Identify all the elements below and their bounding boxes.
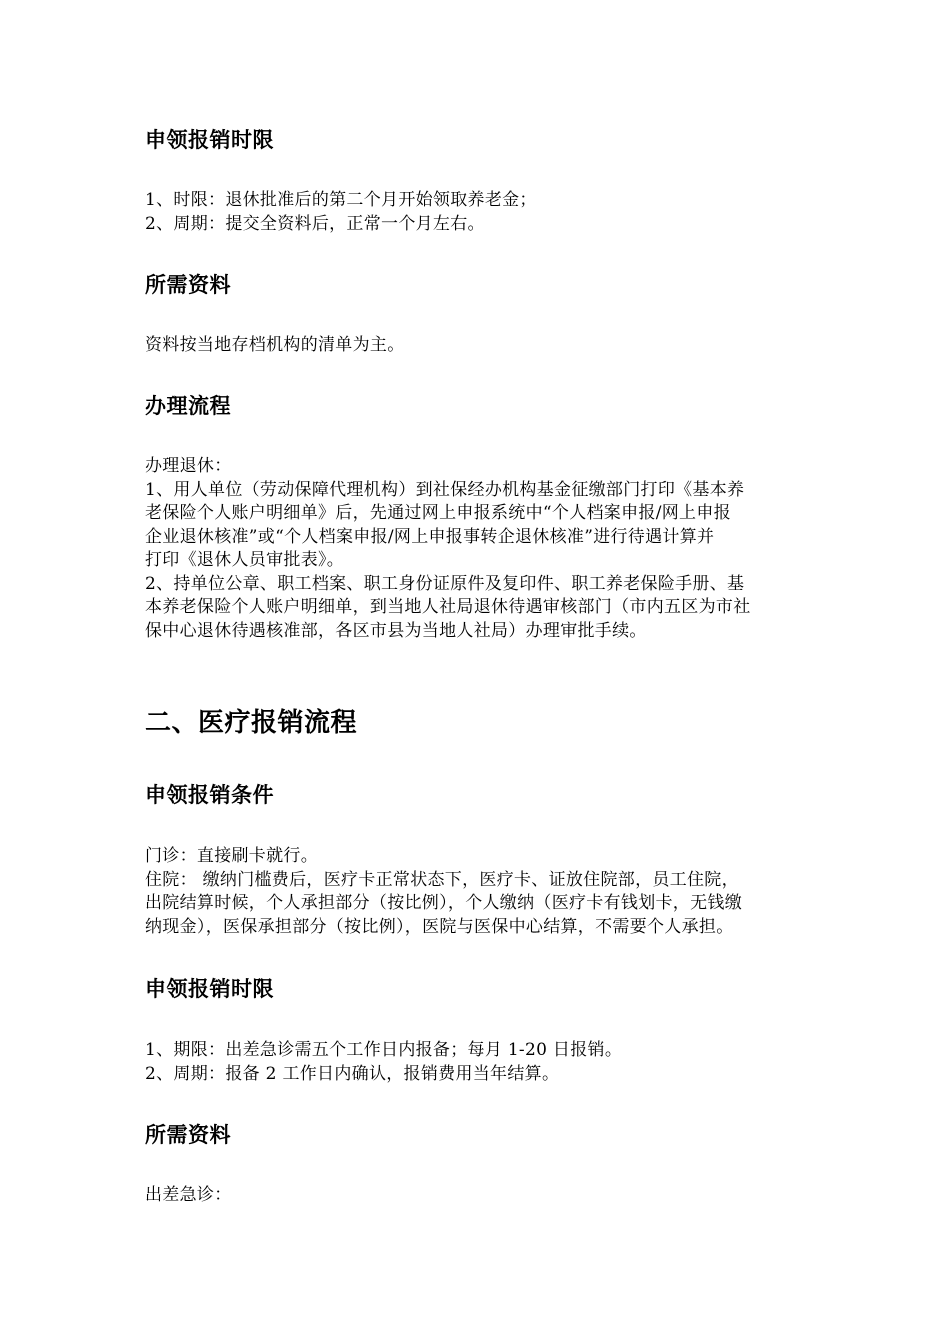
text-line: 打印《退休人员审批表》。: [145, 550, 345, 570]
paragraph-conditions: [145, 845, 810, 939]
heading-materials-medical: 所需资料: [145, 1123, 231, 1147]
heading-process: 办理流程: [145, 394, 231, 418]
text-line: 本养老保险个人账户明细单，到当地人社局退休待遇审核部门（市内五区为市社: [145, 597, 751, 617]
paragraph-materials: [145, 334, 810, 358]
text-line: 出院结算时候，个人承担部分（按比例），个人缴纳（医疗卡有钱划卡，无钱缴: [145, 893, 742, 913]
text-line: 1、用人单位（劳动保障代理机构）到社保经办机构基金征缴部门打印《基本养: [145, 479, 745, 500]
text-line: 保中心退休待遇核准部，各区市县为当地人社局）办理审批手续。: [145, 620, 647, 641]
heading-time-limit: 申领报销时限: [145, 128, 274, 152]
text-line: 1、时限：退休批准后的第二个月开始领取养老金；: [145, 190, 537, 210]
text-line: 办理退休：: [145, 456, 232, 476]
heading-conditions: 申领报销条件: [145, 783, 274, 807]
heading-time-limit-medical: 申领报销时限: [145, 977, 274, 1001]
text-line: 住院： 缴纳门槛费后，医疗卡正常状态下，医疗卡、证放住院部，员工住院，: [145, 869, 739, 890]
text-line: 2、周期：提交全资料后，正常一个月左右。: [145, 213, 485, 234]
text-line: 2、持单位公章、职工档案、职工身份证原件及复印件、职工养老保险手册、基: [145, 573, 745, 594]
text-line: 门诊：直接刷卡就行。: [145, 846, 318, 866]
text-line: 2、周期：报备 2 工作日内确认，报销费用当年结算。: [145, 1063, 560, 1084]
text-line: 出差急诊：: [145, 1185, 232, 1205]
paragraph-time-limit-medical: [145, 1039, 810, 1086]
section-title-medical: 二、医疗报销流程: [145, 708, 358, 738]
heading-materials: 所需资料: [145, 273, 231, 297]
text-line: 纳现金），医保承担部分（按比例），医院与医保中心结算，不需要个人承担。: [145, 916, 734, 937]
paragraph-time-limit: [145, 189, 810, 236]
text-line: 老保险个人账户明细单》后，先通过网上申报系统中“个人档案申报/网上申报: [145, 503, 731, 523]
text-line: 1、期限：出差急诊需五个工作日内报备；每月 1-20 日报销。: [145, 1040, 623, 1060]
paragraph-materials-medical: [145, 1184, 810, 1208]
text-line: 资料按当地存档机构的清单为主。: [145, 335, 405, 355]
paragraph-process: [145, 455, 810, 643]
text-line: 企业退休核准”或“个人档案申报/网上申报事转企退休核准”进行待遇计算并: [145, 526, 715, 547]
